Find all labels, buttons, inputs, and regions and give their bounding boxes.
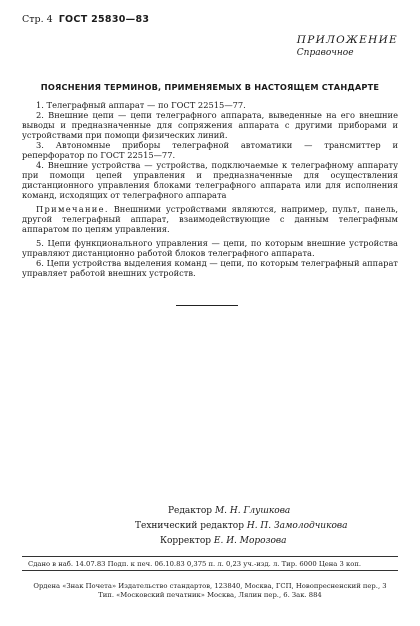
tech-editor-line	[135, 519, 348, 534]
editor-name: М. Н. Глушкова	[214, 506, 291, 516]
editors-block	[135, 504, 348, 549]
appendix-title: ПРИЛОЖЕНИЕ	[296, 34, 398, 46]
term-paragraph-3: 3. Автономные приборы телеграфной автоматики — трансмиттер и реперфоратор по ГОСТ 22515—77.	[22, 140, 398, 160]
editor-line	[168, 504, 348, 519]
publisher-line-1: Ордена «Знак Почета» Издательство стандартов, 123840, Москва, ГСП, Новопресненский пер., 3	[33, 582, 387, 590]
corrector-line	[160, 534, 348, 549]
page-number: Стр. 4	[22, 14, 53, 25]
print-imprint: Сдано в наб. 14.07.83 Подп. к печ. 06.10.83 0,375 п. л. 0,23 уч.-изд. л. Тир. 6000 Цена 3 коп.	[22, 556, 398, 571]
page-header	[22, 14, 149, 25]
term-paragraph-1: 1. Телеграфный аппарат — по ГОСТ 22515—77.	[36, 100, 246, 110]
term-paragraph-4: 4. Внешние устройства — устройства, подключаемые к телеграфному аппарату при помощи цепей управления и предназначенные для осуществления дистанционного управления блоками телеграфного аппарата или для исполнения команд, исходящих от телеграфного аппарата	[22, 160, 398, 200]
editor-role: Редактор	[168, 506, 213, 516]
end-divider	[176, 305, 238, 306]
tech-editor-role: Технический редактор	[135, 521, 244, 531]
note-text: Внешними устройствами являются, например, пульт, панель, другой телеграфный аппарат, взаимодействующие с данным телеграфным аппаратом по цепям управления.	[22, 204, 398, 234]
section-title: ПОЯСНЕНИЯ ТЕРМИНОВ, ПРИМЕНЯЕМЫХ В НАСТОЯЩЕМ СТАНДАРТЕ	[40, 82, 380, 92]
terms-body	[22, 100, 398, 278]
corrector-role: Корректор	[160, 536, 212, 546]
tech-editor-name: Н. П. Замолодчикова	[246, 521, 348, 531]
publisher-info	[22, 582, 398, 600]
appendix-type: Справочное	[296, 48, 354, 58]
note-paragraph	[22, 204, 398, 234]
term-paragraph-6: 6. Цепи устройства выделения команд — цепи, по которым телеграфный аппарат управляет работой внешних устройств.	[22, 258, 398, 278]
standard-number: ГОСТ 25830—83	[58, 14, 150, 25]
corrector-name: Е. И. Морозова	[213, 536, 287, 546]
appendix-label	[297, 34, 398, 58]
note-label: Примечание.	[36, 204, 109, 214]
publisher-line-2: Тип. «Московский печатник» Москва, Лялин пер., 6. Зак. 884	[98, 591, 322, 599]
term-paragraph-5: 5. Цепи функционального управления — цепи, по которым внешние устройства управляют дистанционно работой блоков телеграфного аппарата.	[22, 238, 398, 258]
term-paragraph-2: 2. Внешние цепи — цепи телеграфного аппарата, выведенные на его внешние выводы и предназначенные для сопряжения аппарата с другими приборами и устройствами при помощи физических линий.	[22, 110, 398, 140]
